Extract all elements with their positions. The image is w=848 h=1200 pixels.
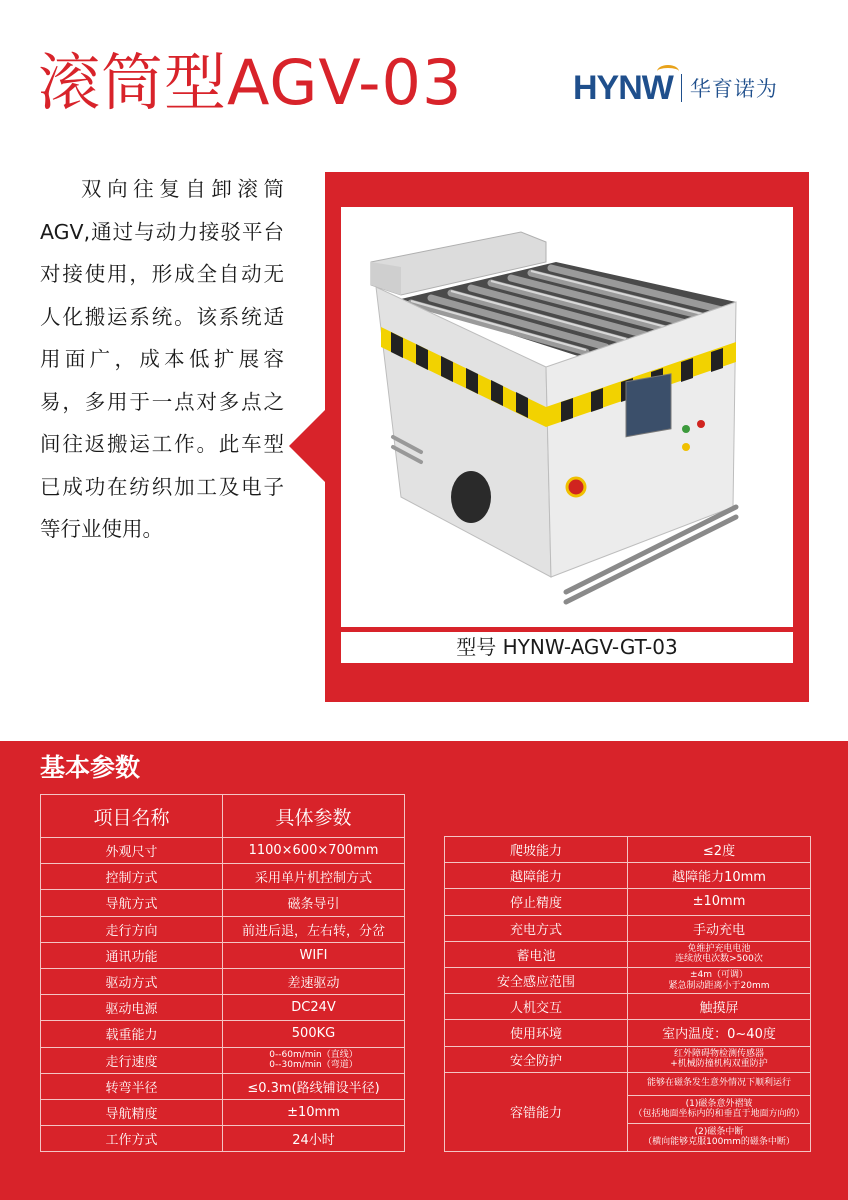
- spec-label: 控制方式: [41, 864, 223, 890]
- spec-label: 走行速度: [41, 1047, 223, 1073]
- spec-value: [628, 967, 811, 993]
- spec-value: 磁条导引: [223, 890, 405, 916]
- spec-value-line: 免维护充电电池: [687, 943, 751, 954]
- spec-value-line: 0--60m/min（直线）: [269, 1049, 358, 1060]
- header-item: 项目名称: [41, 795, 223, 838]
- spec-label: 蓄电池: [445, 941, 628, 967]
- spec-value-line: 红外障碍物检测传感器: [673, 1048, 764, 1059]
- spec-value: DC24V: [223, 995, 405, 1021]
- spec-value: [223, 1047, 405, 1073]
- spec-value: WIFI: [223, 942, 405, 968]
- spec-label: 载重能力: [41, 1021, 223, 1047]
- spec-label: 导航精度: [41, 1099, 223, 1125]
- spec-value: [628, 1046, 811, 1072]
- spec-value-line: (2)磁条中断: [694, 1126, 744, 1137]
- logo-mark-text: HYNW: [573, 68, 673, 107]
- spec-value-line: 能够在磁条发生意外情况下顺利运行: [646, 1078, 791, 1089]
- spec-value: 差速驱动: [223, 968, 405, 994]
- spec-label: 停止精度: [445, 889, 628, 915]
- product-photo: [341, 207, 793, 627]
- brand-logo: [573, 70, 778, 106]
- spec-label: 爬坡能力: [445, 837, 628, 863]
- spec-value-line: (1)磁条意外褶皱: [685, 1098, 753, 1109]
- spec-value: ≤0.3m(路线铺设半径): [223, 1073, 405, 1099]
- table-row: [445, 1020, 811, 1046]
- spec-label: 驱动电源: [41, 995, 223, 1021]
- spec-value: 越障能力10mm: [628, 863, 811, 889]
- spec-label: 安全防护: [445, 1046, 628, 1072]
- table-row: [445, 994, 811, 1020]
- spec-value: [628, 941, 811, 967]
- spec-value: 1100×600×700mm: [223, 838, 405, 864]
- model-caption: 型号 HYNW-AGV-GT-03: [341, 632, 793, 663]
- table-row: [41, 968, 405, 994]
- spec-value: 采用单片机控制方式: [223, 864, 405, 890]
- spec-value: ±10mm: [628, 889, 811, 915]
- specs-section-title: 基本参数: [40, 753, 141, 782]
- agv-illustration: [341, 207, 793, 627]
- spec-value-line: 连续放电次数>500次: [675, 954, 763, 965]
- spec-label: 容错能力: [445, 1072, 628, 1151]
- spec-label: 越障能力: [445, 863, 628, 889]
- table-row: [41, 1047, 405, 1073]
- table-row: [445, 837, 811, 863]
- spec-value: 室内温度：0~40度: [628, 1020, 811, 1046]
- intro-paragraph: 双向往复自卸滚筒AGV,通过与动力接驳平台对接使用，形成全自动无人化搬运系统。该系统适用面广，成本低扩展容易，多用于一点对多点之间往返搬运工作。此车型已成功在纺织加工及电子等行业使用。: [40, 177, 284, 541]
- spec-value: 前进后退，左右转，分岔: [223, 916, 405, 942]
- table-row: [41, 1099, 405, 1125]
- table-row: [445, 967, 811, 993]
- spec-value: [628, 1123, 811, 1151]
- spec-value: 手动充电: [628, 915, 811, 941]
- spec-label: 导航方式: [41, 890, 223, 916]
- logo-mark: [573, 69, 673, 108]
- table-row: [41, 1126, 405, 1152]
- table-row: [445, 915, 811, 941]
- spec-value-line: （横向能够克服100mm的磁条中断）: [643, 1137, 795, 1148]
- spec-value-line: 0--30m/min（弯道）: [269, 1060, 358, 1071]
- header-value: 具体参数: [223, 795, 405, 838]
- table-row: [445, 889, 811, 915]
- spec-value: [628, 1072, 811, 1095]
- table-row: [41, 838, 405, 864]
- spec-label: 通讯功能: [41, 942, 223, 968]
- spec-label: 充电方式: [445, 915, 628, 941]
- spec-label: 使用环境: [445, 1020, 628, 1046]
- spec-value: ≤2度: [628, 837, 811, 863]
- spec-value-line: +机械防撞机构双重防护: [670, 1059, 768, 1070]
- specs-table-right: [444, 836, 811, 1152]
- spec-label: 工作方式: [41, 1126, 223, 1152]
- spec-label: 人机交互: [445, 994, 628, 1020]
- spec-value-line: （包括地面坐标内的和垂直于地面方向的）: [633, 1109, 805, 1120]
- table-row: [41, 1073, 405, 1099]
- specs-table-left: [40, 794, 405, 1152]
- spec-value: 触摸屏: [628, 994, 811, 1020]
- table-row: [445, 1072, 811, 1095]
- logo-divider: [681, 74, 682, 102]
- table-row: [41, 864, 405, 890]
- table-row: [41, 995, 405, 1021]
- table-row: [445, 941, 811, 967]
- spec-label: 转弯半径: [41, 1073, 223, 1099]
- spec-label: 走行方向: [41, 916, 223, 942]
- spec-label: 驱动方式: [41, 968, 223, 994]
- spec-value: 24小时: [223, 1126, 405, 1152]
- spec-value-line: 紧急制动距离小于20mm: [668, 980, 770, 991]
- table-row: [41, 916, 405, 942]
- spec-value-line: ±4m（可调）: [689, 970, 749, 981]
- spec-value: ±10mm: [223, 1099, 405, 1125]
- spec-value: [628, 1095, 811, 1123]
- table-header-row: [41, 795, 405, 838]
- table-row: [41, 942, 405, 968]
- spec-label: 外观尺寸: [41, 838, 223, 864]
- spec-value: 500KG: [223, 1021, 405, 1047]
- table-row: [445, 1046, 811, 1072]
- logo-arc-icon: [657, 65, 679, 78]
- table-row: [41, 1021, 405, 1047]
- logo-chinese-name: 华育诺为: [689, 77, 778, 101]
- table-row: [445, 863, 811, 889]
- table-row: [41, 890, 405, 916]
- page-title: 滚筒型AGV-03: [38, 46, 463, 119]
- spec-label: 安全感应范围: [445, 967, 628, 993]
- pointer-arrow: [289, 410, 325, 482]
